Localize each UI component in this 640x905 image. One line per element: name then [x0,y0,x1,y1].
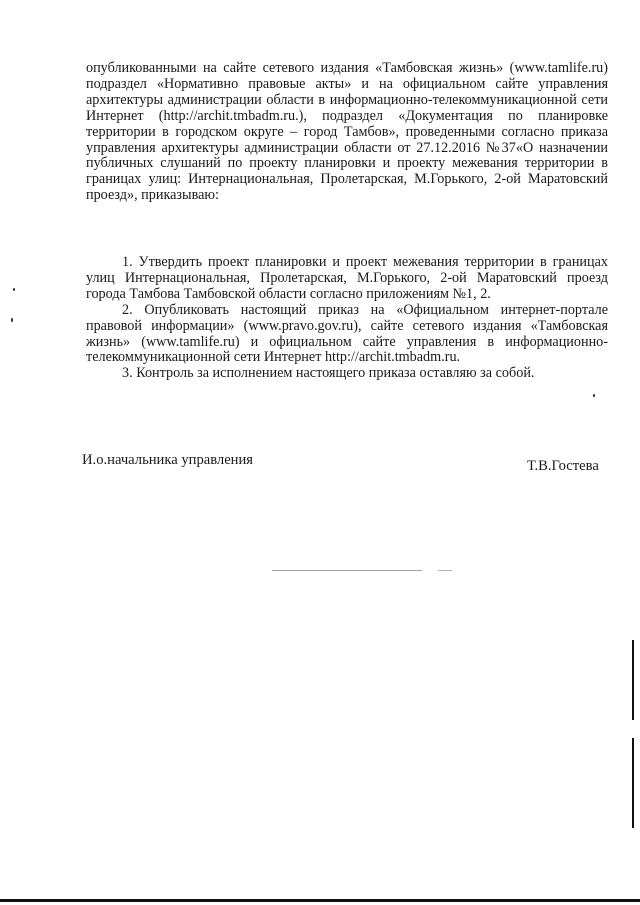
right-edge-mark [632,640,634,720]
faint-scan-line-dash [438,570,452,571]
faint-scan-line [272,570,422,571]
scan-speck [593,394,595,397]
intro-paragraph: опубликованными на сайте сетевого издания «Тамбовская жизнь» (www.tamlife.ru) подраздел «Нормативно правовые акты» и на официальном сайте управления архитектуры администрации области в информационно-телекоммуникационной сети Интернет (http://archit.tmbadm.ru.), подраздел «Документация по планировке территории в городском округе – город Тамбов», проведенными согласно приказа управления архитектуры администрации области от 27.12.2016 №37«О назначении публичных слушаний по проекту планировки и проекту межевания территории в границах улиц: Интернациональная, Пролетарская, М.Горького, 2-ой Маратовский проезд», приказываю: [86,60,608,204]
bottom-edge-line [0,899,640,902]
scan-speck [13,288,15,291]
order-item-2: 2. Опубликовать настоящий приказ на «Официальном интернет-портале правовой информации» (www.pravo.gov.ru), сайте сетевого издания «Тамбовская жизнь» (www.tamlife.ru) и официальном сайте управления в информационно-телекоммуникационной сети Интернет http://archit.tmbadm.ru. [86,301,608,366]
signatory-title: И.о.начальника управления [82,452,254,468]
order-item-3: 3. Контроль за исполнением настоящего приказа оставляю за собой. [122,365,535,382]
right-edge-mark [632,738,634,828]
scan-speck [11,318,13,322]
order-items [86,255,608,382]
order-item-1: 1. Утвердить проект планировки и проект межевания территории в границах улиц Интернациональная, Пролетарская, М.Горького, 2-ой Маратовский проезд города Тамбова Тамбовской области согласно приложениям №1, 2. [86,254,608,302]
intro-paragraph-block [86,61,608,204]
signatory-name: Т.В.Гостева [527,458,599,474]
